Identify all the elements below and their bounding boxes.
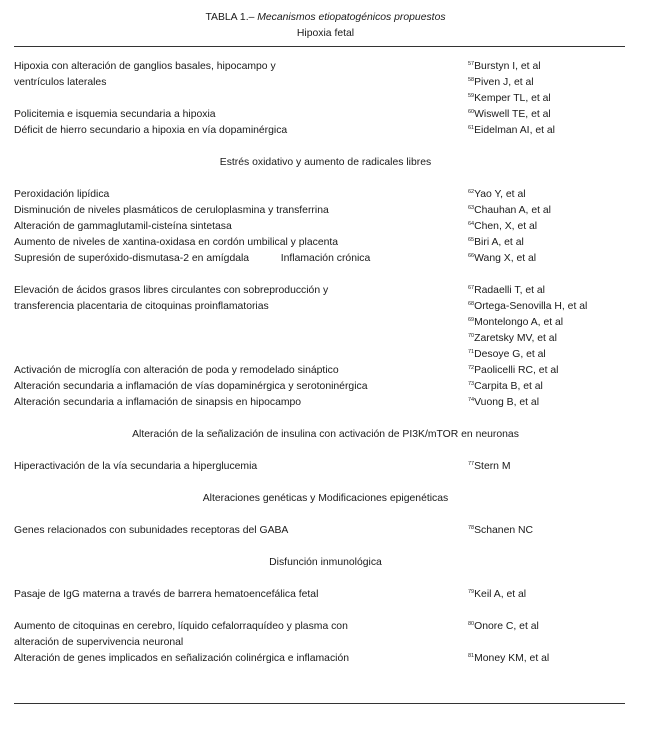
reference xyxy=(468,395,539,411)
mechanism-text: Supresión de superóxido-dismutasa-2 en amígdala xyxy=(14,253,250,264)
reference-number: 70 xyxy=(468,333,475,339)
reference-number: 74 xyxy=(468,397,475,403)
mechanism-text: Peroxidación lipídica xyxy=(14,189,110,200)
reference xyxy=(468,235,524,251)
reference-author: Paolicelli RC, et al xyxy=(474,365,559,376)
reference-author: Schanen NC xyxy=(474,525,534,536)
reference-number: 59 xyxy=(468,93,475,99)
table-row xyxy=(14,603,625,619)
caption-title: Mecanismos etiopatogénicos propuestos xyxy=(257,12,446,23)
mechanism-text: Alteración de genes implicados en señalización colinérgica e inflamación xyxy=(14,653,350,664)
mechanism-text: alteración de supervivencia neuronal xyxy=(14,637,184,648)
reference xyxy=(468,347,546,363)
reference-number: 61 xyxy=(468,125,475,131)
table-row xyxy=(14,219,625,235)
mechanism-text: transferencia placentaria de citoquinas proinflamatorias xyxy=(14,301,269,312)
reference-author: Zaretsky MV, et al xyxy=(474,333,557,344)
reference xyxy=(468,123,555,139)
reference-number: 69 xyxy=(468,317,475,323)
reference-number: 66 xyxy=(468,253,475,259)
table-row xyxy=(14,523,625,539)
reference xyxy=(468,203,551,219)
reference-author: Money KM, et al xyxy=(474,653,550,664)
reference xyxy=(468,59,541,75)
mechanism-text: Alteración secundaria a inflamación de sinapsis en hipocampo xyxy=(14,397,302,408)
section-title: Disfunción inmunológica xyxy=(269,557,382,568)
mechanism-text: ventrículos laterales xyxy=(14,77,107,88)
mechanism-text: Pasaje de IgG materna a través de barrera hematoencefálica fetal xyxy=(14,589,319,600)
reference-author: Radaelli T, et al xyxy=(474,285,545,296)
table-row xyxy=(14,187,625,203)
mechanism-text: Alteración de gammaglutamil-cisteína sintetasa xyxy=(14,221,232,232)
mechanism-text: Hipoxia con alteración de ganglios basales, hipocampo y xyxy=(14,61,276,72)
reference-number: 73 xyxy=(468,381,475,387)
reference-number: 81 xyxy=(468,653,475,659)
reference xyxy=(468,459,511,475)
table-row xyxy=(14,75,625,91)
table-row xyxy=(14,59,625,75)
section-title: Alteraciones genéticas y Modificaciones epigenéticas xyxy=(202,493,449,504)
table-row xyxy=(14,379,625,395)
reference-number: 62 xyxy=(468,189,475,195)
table-row xyxy=(14,363,625,379)
reference-number: 78 xyxy=(468,525,475,531)
bottom-rule xyxy=(14,703,625,704)
section-title: Hipoxia fetal xyxy=(296,28,355,39)
caption-prefix: TABLA 1.– xyxy=(205,12,258,23)
reference-author: Biri A, et al xyxy=(474,237,524,248)
section-title: Estrés oxidativo y aumento de radicales libres xyxy=(219,157,432,168)
reference-number: 57 xyxy=(468,61,475,67)
reference xyxy=(468,75,534,91)
reference-number: 67 xyxy=(468,285,475,291)
reference xyxy=(468,619,539,635)
reference-author: Burstyn I, et al xyxy=(474,61,541,72)
reference-author: Vuong B, et al xyxy=(474,397,540,408)
mechanism-text: Aumento de citoquinas en cerebro, líquido cefalorraquídeo y plasma con xyxy=(14,621,348,632)
reference xyxy=(468,379,543,395)
reference xyxy=(468,523,533,539)
table-row xyxy=(14,395,625,411)
reference-author: Kemper TL, et al xyxy=(474,93,551,104)
table-row xyxy=(14,203,625,219)
mechanism-text: Déficit de hierro secundario a hipoxia en vía dopaminérgica xyxy=(14,125,288,136)
mechanism-text: Aumento de niveles de xantina-oxidasa en cordón umbilical y placenta xyxy=(14,237,339,248)
mechanism-text: Alteración secundaria a inflamación de vías dopaminérgica y serotoninérgica xyxy=(14,381,368,392)
table-row xyxy=(14,619,625,635)
reference xyxy=(468,107,551,123)
reference-author: Wiswell TE, et al xyxy=(474,109,551,120)
top-rule xyxy=(14,46,625,47)
reference xyxy=(468,187,526,203)
reference xyxy=(468,651,549,667)
reference-number: 80 xyxy=(468,621,475,627)
reference xyxy=(468,363,558,379)
reference xyxy=(468,331,557,347)
reference xyxy=(468,315,563,331)
mechanism-text: Disminución de niveles plasmáticos de ceruloplasmina y transferrina xyxy=(14,205,329,216)
reference-author: Desoye G, et al xyxy=(474,349,546,360)
reference-number: 71 xyxy=(468,349,475,355)
table-row xyxy=(14,315,625,331)
table-row xyxy=(14,91,625,107)
table-row xyxy=(14,347,625,363)
reference-number: 77 xyxy=(468,461,475,467)
table-row xyxy=(14,235,625,251)
reference-number: 64 xyxy=(468,221,475,227)
table-row xyxy=(14,107,625,123)
table-row xyxy=(14,635,625,651)
table-row xyxy=(14,331,625,347)
reference-author: Stern M xyxy=(474,461,511,472)
reference-number: 72 xyxy=(468,365,475,371)
reference-author: Yao Y, et al xyxy=(474,189,526,200)
reference xyxy=(468,587,526,603)
reference-number: 79 xyxy=(468,589,475,595)
mechanism-text: Hiperactivación de la vía secundaria a hiperglucemia xyxy=(14,461,258,472)
mechanism-text: Genes relacionados con subunidades receptoras del GABA xyxy=(14,525,289,536)
reference-author: Keil A, et al xyxy=(474,589,527,600)
section-title: Inflamación crónica xyxy=(280,253,371,264)
table-row xyxy=(14,587,625,603)
mechanism-text: Activación de microglía con alteración de poda y remodelado sináptico xyxy=(14,365,339,376)
table-row xyxy=(14,459,625,475)
reference-author: Chauhan A, et al xyxy=(474,205,551,216)
reference-number: 63 xyxy=(468,205,475,211)
section-title: Alteración de la señalización de insulina con activación de PI3K/mTOR en neuronas xyxy=(132,429,519,440)
reference-number: 60 xyxy=(468,109,475,115)
table-row xyxy=(14,123,625,139)
reference xyxy=(468,283,545,299)
reference-number: 68 xyxy=(468,301,475,307)
table-row xyxy=(14,651,625,667)
reference xyxy=(468,299,587,315)
mechanism-text: Elevación de ácidos grasos libres circulantes con sobreproducción y xyxy=(14,285,329,296)
reference-author: Ortega-Senovilla H, et al xyxy=(474,301,588,312)
reference-number: 58 xyxy=(468,77,475,83)
table-row xyxy=(14,299,625,315)
reference-author: Carpita B, et al xyxy=(474,381,543,392)
reference-number: 65 xyxy=(468,237,475,243)
table-caption xyxy=(0,11,651,25)
reference-author: Onore C, et al xyxy=(474,621,539,632)
reference xyxy=(468,219,537,235)
mechanism-text: Policitemia e isquemia secundaria a hipoxia xyxy=(14,109,216,120)
reference-author: Piven J, et al xyxy=(474,77,534,88)
reference-author: Chen, X, et al xyxy=(474,221,538,232)
reference-author: Eidelman AI, et al xyxy=(474,125,555,136)
reference-author: Wang X, et al xyxy=(474,253,537,264)
table-row xyxy=(14,283,625,299)
reference xyxy=(468,91,551,107)
reference-author: Montelongo A, et al xyxy=(474,317,564,328)
